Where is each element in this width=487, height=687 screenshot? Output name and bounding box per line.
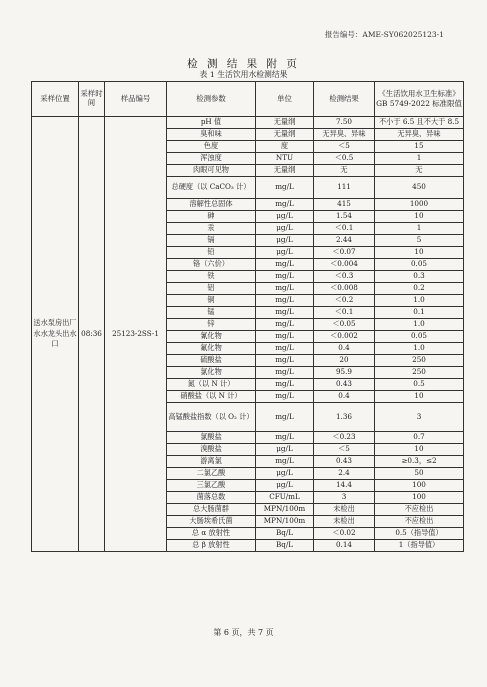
parameter-cell: 锰	[167, 307, 256, 319]
limit-cell: 0.05	[375, 259, 464, 271]
limit-cell: 1.0	[375, 343, 464, 355]
result-cell: ＜0.004	[314, 259, 375, 271]
parameter-cell: pH 值	[167, 117, 256, 129]
result-cell: 95.9	[314, 367, 375, 379]
limit-cell: 不应检出	[375, 504, 464, 516]
result-cell: ＜0.1	[314, 307, 375, 319]
unit-cell: μg/L	[256, 480, 314, 492]
unit-cell: 无量纲	[256, 129, 314, 141]
parameter-cell: 铜	[167, 295, 256, 307]
parameter-cell: 大肠埃希氏菌	[167, 516, 256, 528]
unit-cell: Bq/L	[256, 540, 314, 552]
result-cell: 0.4	[314, 343, 375, 355]
result-cell: 111	[314, 177, 375, 199]
limit-cell: ≥0.3，≤2	[375, 456, 464, 468]
limit-cell: 无异臭、异味	[375, 129, 464, 141]
result-cell: ＜0.2	[314, 295, 375, 307]
limit-cell: 1	[375, 153, 464, 165]
report-number: 报告编号：AME-SY062025123-1	[324, 30, 444, 39]
results-table	[31, 81, 464, 552]
sample-id: 25123-2SS-1	[105, 117, 167, 552]
unit-cell: mg/L	[256, 403, 314, 432]
header-parameter: 检测参数	[167, 82, 256, 117]
limit-cell: 250	[375, 355, 464, 367]
limit-cell: 100	[375, 480, 464, 492]
unit-cell: mg/L	[256, 319, 314, 331]
header-standard: 《生活饮用水卫生标准》GB 5749-2022 标准限值	[375, 82, 464, 117]
parameter-cell: 总大肠菌群	[167, 504, 256, 516]
limit-cell: 100	[375, 492, 464, 504]
result-cell: ＜0.002	[314, 331, 375, 343]
parameter-cell: 砷	[167, 211, 256, 223]
limit-cell: 0.1	[375, 307, 464, 319]
unit-cell: mg/L	[256, 177, 314, 199]
unit-cell: 无量纲	[256, 165, 314, 177]
result-cell: ＜0.07	[314, 247, 375, 259]
result-cell: 2.4	[314, 468, 375, 480]
table-row	[32, 117, 464, 129]
parameter-cell: 溴酸盐	[167, 444, 256, 456]
limit-cell: 0.7	[375, 432, 464, 444]
parameter-cell: 汞	[167, 223, 256, 235]
limit-cell: 0.05	[375, 331, 464, 343]
unit-cell: mg/L	[256, 379, 314, 391]
result-cell: 14.4	[314, 480, 375, 492]
unit-cell: mg/L	[256, 283, 314, 295]
unit-cell: Bq/L	[256, 528, 314, 540]
unit-cell: mg/L	[256, 456, 314, 468]
unit-cell: 无量纲	[256, 117, 314, 129]
limit-cell: 250	[375, 367, 464, 379]
sample-location: 送水泵房出厂水水龙头出水口	[32, 117, 79, 552]
unit-cell: μg/L	[256, 235, 314, 247]
limit-cell: 不小于 6.5 且不大于 8.5	[375, 117, 464, 129]
result-cell: 0.43	[314, 379, 375, 391]
result-cell: 无	[314, 165, 375, 177]
result-cell: ＜0.5	[314, 153, 375, 165]
limit-cell: 10	[375, 247, 464, 259]
unit-cell: μg/L	[256, 223, 314, 235]
result-cell: ＜5	[314, 141, 375, 153]
parameter-cell: 铬（六价）	[167, 259, 256, 271]
header-unit: 单位	[256, 82, 314, 117]
parameter-cell: 肉眼可见物	[167, 165, 256, 177]
parameter-cell: 浑浊度	[167, 153, 256, 165]
limit-cell: 15	[375, 141, 464, 153]
parameter-cell: 铁	[167, 271, 256, 283]
result-cell: 1.36	[314, 403, 375, 432]
limit-cell: 10	[375, 211, 464, 223]
limit-cell: 0.2	[375, 283, 464, 295]
limit-cell: 不应检出	[375, 516, 464, 528]
unit-cell: mg/L	[256, 343, 314, 355]
result-cell: 415	[314, 199, 375, 211]
unit-cell: μg/L	[256, 211, 314, 223]
unit-cell: mg/L	[256, 331, 314, 343]
limit-cell: 0.5（指导值）	[375, 528, 464, 540]
result-cell: 0.43	[314, 456, 375, 468]
result-cell: 0.14	[314, 540, 375, 552]
parameter-cell: 高锰酸盐指数（以 O₂ 计）	[167, 403, 256, 432]
header-time: 采样时间	[79, 82, 105, 117]
parameter-cell: 氟化物	[167, 343, 256, 355]
result-cell: ＜0.05	[314, 319, 375, 331]
unit-cell: mg/L	[256, 355, 314, 367]
unit-cell: mg/L	[256, 432, 314, 444]
unit-cell: 度	[256, 141, 314, 153]
unit-cell: mg/L	[256, 271, 314, 283]
parameter-cell: 氯酸盐	[167, 432, 256, 444]
result-cell: 20	[314, 355, 375, 367]
parameter-cell: 镉	[167, 235, 256, 247]
parameter-cell: 总硬度（以 CaCO₃ 计）	[167, 177, 256, 199]
unit-cell: MPN/100m	[256, 504, 314, 516]
unit-cell: MPN/100m	[256, 516, 314, 528]
result-cell: 0.4	[314, 391, 375, 403]
header-result: 检测结果	[314, 82, 375, 117]
limit-cell: 5	[375, 235, 464, 247]
result-cell: 7.50	[314, 117, 375, 129]
parameter-cell: 溶解性总固体	[167, 199, 256, 211]
parameter-cell: 二氯乙酸	[167, 468, 256, 480]
limit-cell: 10	[375, 391, 464, 403]
table-header-row	[32, 82, 464, 117]
limit-cell: 1	[375, 223, 464, 235]
limit-cell: 1.0	[375, 319, 464, 331]
parameter-cell: 铝	[167, 283, 256, 295]
unit-cell: μg/L	[256, 468, 314, 480]
limit-cell: 450	[375, 177, 464, 199]
result-cell: ＜0.008	[314, 283, 375, 295]
result-cell: ＜0.1	[314, 223, 375, 235]
limit-cell: 1（指导值）	[375, 540, 464, 552]
result-cell: ＜0.23	[314, 432, 375, 444]
limit-cell: 0.5	[375, 379, 464, 391]
unit-cell: μg/L	[256, 247, 314, 259]
parameter-cell: 锌	[167, 319, 256, 331]
parameter-cell: 三氯乙酸	[167, 480, 256, 492]
parameter-cell: 氰化物	[167, 331, 256, 343]
parameter-cell: 硝酸盐（以 N 计）	[167, 391, 256, 403]
page-footer: 第 6 页，共 7 页	[213, 628, 274, 637]
result-cell: 1.54	[314, 211, 375, 223]
limit-cell: 3	[375, 403, 464, 432]
limit-cell: 无	[375, 165, 464, 177]
table-caption: 表 1 生活饮用水检测结果	[199, 70, 288, 79]
unit-cell: mg/L	[256, 307, 314, 319]
unit-cell: mg/L	[256, 199, 314, 211]
parameter-cell: 氮（以 N 计）	[167, 379, 256, 391]
sample-time: 08:36	[79, 117, 105, 552]
result-cell: 无异臭、异味	[314, 129, 375, 141]
header-sample-id: 样品编号	[105, 82, 167, 117]
limit-cell: 10	[375, 444, 464, 456]
unit-cell: NTU	[256, 153, 314, 165]
parameter-cell: 色度	[167, 141, 256, 153]
result-cell: ＜0.02	[314, 528, 375, 540]
parameter-cell: 臭和味	[167, 129, 256, 141]
result-cell: ＜0.3	[314, 271, 375, 283]
parameter-cell: 氯化物	[167, 367, 256, 379]
result-cell: 未检出	[314, 504, 375, 516]
result-cell: ＜5	[314, 444, 375, 456]
page-title: 检 测 结 果 附 页	[187, 58, 300, 70]
parameter-cell: 菌落总数	[167, 492, 256, 504]
unit-cell: mg/L	[256, 391, 314, 403]
parameter-cell: 总 α 放射性	[167, 528, 256, 540]
result-cell: 3	[314, 492, 375, 504]
parameter-cell: 总 β 放射性	[167, 540, 256, 552]
result-cell: 未检出	[314, 516, 375, 528]
limit-cell: 1000	[375, 199, 464, 211]
limit-cell: 1.0	[375, 295, 464, 307]
limit-cell: 50	[375, 468, 464, 480]
unit-cell: μg/L	[256, 444, 314, 456]
unit-cell: CFU/mL	[256, 492, 314, 504]
parameter-cell: 硫酸盐	[167, 355, 256, 367]
header-location: 采样位置	[32, 82, 79, 117]
parameter-cell: 铅	[167, 247, 256, 259]
unit-cell: mg/L	[256, 259, 314, 271]
parameter-cell: 游离氯	[167, 456, 256, 468]
limit-cell: 0.3	[375, 271, 464, 283]
unit-cell: mg/L	[256, 295, 314, 307]
result-cell: 2.44	[314, 235, 375, 247]
unit-cell: mg/L	[256, 367, 314, 379]
